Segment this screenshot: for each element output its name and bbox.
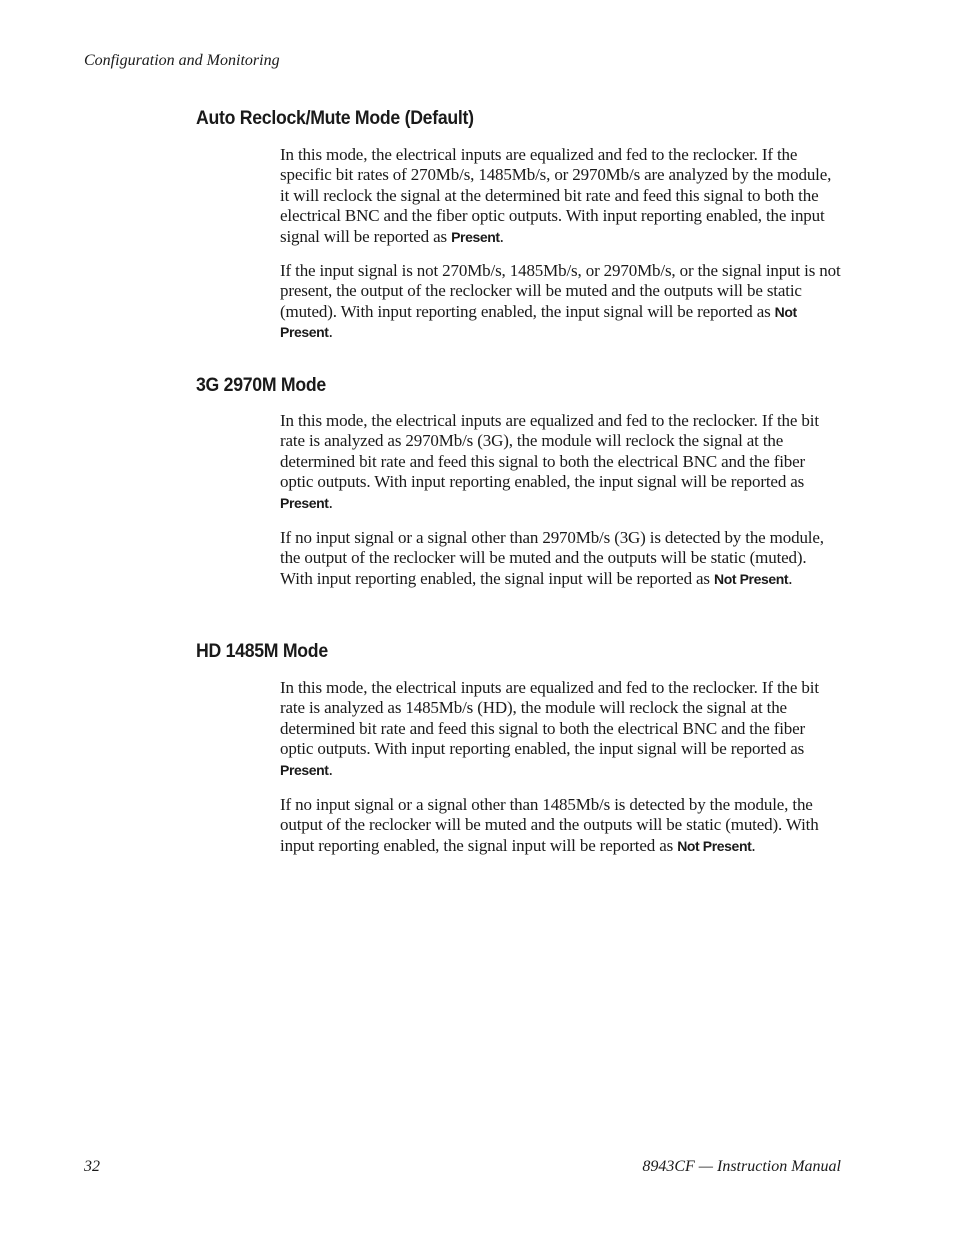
paragraph-text: In this mode, the electrical inputs are equalized and fed to the reclocker. If the bit rate is analyzed as 2970Mb/s (3G), the module will reclock the signal at the determined bit rate and feed this signal to both the electrical BNC and the fiber optic outputs. With input reporting enabled, the input signal will be reported as	[280, 411, 819, 492]
paragraph-end: .	[328, 759, 333, 779]
paragraph-end: .	[328, 322, 333, 342]
body-paragraph	[280, 795, 842, 856]
body-paragraph	[280, 528, 842, 589]
section-heading-auto-reclock: Auto Reclock/Mute Mode (Default)	[196, 108, 474, 129]
status-keyword: Present	[451, 228, 500, 245]
document-title: 8943CF — Instruction Manual	[642, 1158, 841, 1175]
running-header: Configuration and Monitoring	[84, 52, 280, 69]
paragraph-end: .	[788, 568, 793, 588]
body-paragraph	[280, 261, 842, 343]
paragraph-text: If no input signal or a signal other than 1485Mb/s is detected by the module, the output of the reclocker will be muted and the outputs will be static (muted). With input reporting enabled, the signal input will be reported as	[280, 795, 819, 855]
paragraph-end: .	[499, 226, 504, 246]
paragraph-text: If no input signal or a signal other than 2970Mb/s (3G) is detected by the module, the output of the reclocker will be muted and the outputs will be static (muted). With input reporting enabled, the signal input will be reported as	[280, 528, 824, 588]
paragraph-end: .	[751, 835, 756, 855]
section-heading-hd-mode: HD 1485M Mode	[196, 641, 328, 662]
paragraph-text: If the input signal is not 270Mb/s, 1485Mb/s, or 2970Mb/s, or the signal input is not present, the output of the reclocker will be muted and the outputs will be static (muted). With input reporting enabled, the input signal will be reported as	[280, 261, 841, 321]
paragraph-text: In this mode, the electrical inputs are equalized and fed to the reclocker. If the specific bit rates of 270Mb/s, 1485Mb/s, or 2970Mb/s are analyzed by the module, it will reclock the signal at the determined bit rate and feed this signal to both the electrical BNC and the fiber optic outputs. With input reporting enabled, the input signal will be reported as	[280, 145, 832, 246]
section-heading-3g-mode: 3G 2970M Mode	[196, 375, 326, 396]
body-paragraph	[280, 411, 842, 513]
status-keyword: Not Present	[280, 303, 797, 341]
body-paragraph	[280, 678, 842, 780]
status-keyword: Present	[280, 494, 329, 511]
status-keyword: Not Present	[714, 570, 789, 587]
status-keyword: Present	[280, 761, 329, 778]
body-paragraph	[280, 145, 842, 247]
paragraph-end: .	[328, 492, 333, 512]
page-number: 32	[84, 1158, 100, 1175]
paragraph-text: In this mode, the electrical inputs are equalized and fed to the reclocker. If the bit rate is analyzed as 1485Mb/s (HD), the module will reclock the signal at the determined bit rate and feed this signal to both the electrical BNC and the fiber optic outputs. With input reporting enabled, the input signal will be reported as	[280, 678, 819, 759]
status-keyword: Not Present	[677, 837, 752, 854]
